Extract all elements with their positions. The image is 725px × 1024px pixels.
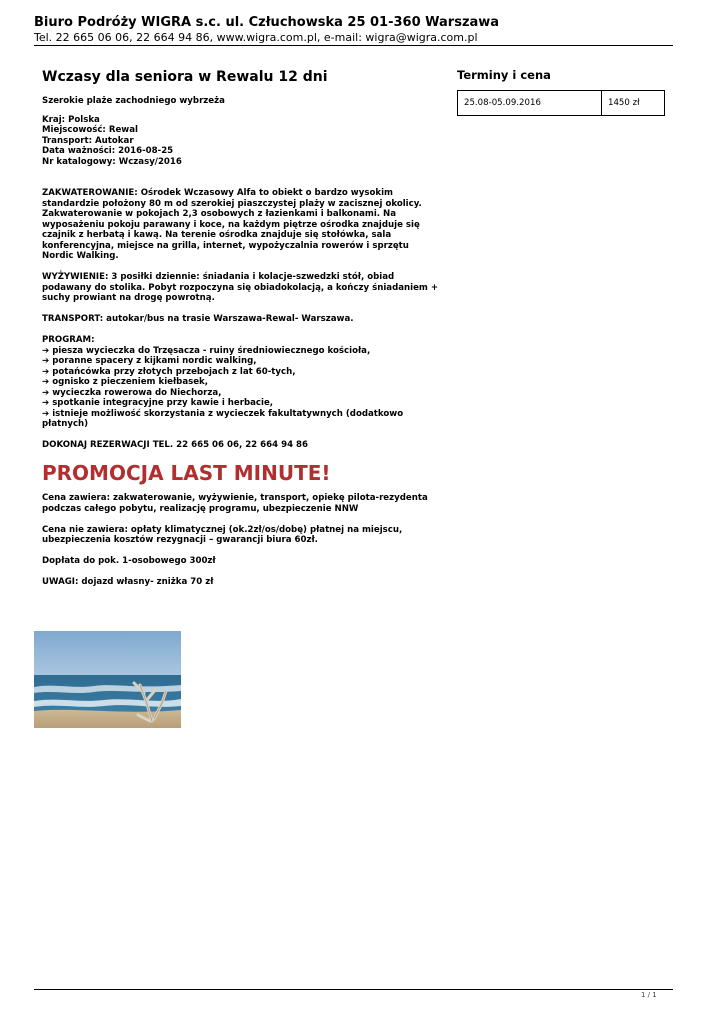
offer-details bbox=[42, 115, 442, 168]
company-name: Biuro Podróży WIGRA s.c. ul. Człuchowska 25 01-360 Warszawa bbox=[34, 15, 500, 30]
program-item: ➔ potańcówka przy złotych przebojach z lat 60-tych, bbox=[42, 366, 296, 377]
terms-heading: Terminy i cena bbox=[457, 68, 551, 82]
notes: UWAGI: dojazd własny- zniżka 70 zł bbox=[42, 577, 214, 587]
program-item: ➔ wycieczka rowerowa do Niechorza, bbox=[42, 387, 222, 398]
terms-table bbox=[457, 90, 665, 116]
program-list bbox=[42, 346, 442, 430]
beach-driftwood-photo bbox=[34, 631, 181, 728]
food-text: WYŻYWIENIE: 3 posiłki dziennie: śniadania i kolacje-szwedzki stół, obiad podawany do stolika. Pobyt rozpoczyna się obiadokolacją, a kończy śniadaniem + suchy prowiant na drogę powrotną. bbox=[42, 272, 439, 303]
term-dates: 25.08-05.09.2016 bbox=[458, 91, 602, 116]
offer-subtitle: Szerokie plaże zachodniego wybrzeża bbox=[42, 96, 225, 106]
term-price: 1450 zł bbox=[602, 91, 665, 116]
offer-content bbox=[42, 68, 442, 598]
program-item: ➔ piesza wycieczka do Trzęsacza - ruiny średniowiecznego kościoła, bbox=[42, 345, 371, 356]
page-number: 1 / 1 bbox=[641, 991, 657, 999]
booking-phone: DOKONAJ REZERWACJI TEL. 22 665 06 06, 22 664 94 86 bbox=[42, 440, 308, 450]
detail-catalog-number: Nr katalogowy: Wczasy/2016 bbox=[42, 156, 182, 167]
table-row bbox=[458, 91, 665, 116]
promo-heading: PROMOCJA LAST MINUTE! bbox=[42, 461, 331, 485]
company-contact: Tel. 22 665 06 06, 22 664 94 86, www.wigra.com.pl, e-mail: wigra@wigra.com.pl bbox=[34, 31, 478, 44]
detail-valid-date: Data ważności: 2016-08-25 bbox=[42, 146, 174, 156]
header-divider bbox=[34, 45, 673, 46]
program-item: ➔ istnieje możliwość skorzystania z wycieczek fakultatywnych (dodatkowo płatnych) bbox=[42, 408, 404, 429]
transport-text: TRANSPORT: autokar/bus na trasie Warszawa-Rewal- Warszawa. bbox=[42, 314, 354, 324]
program-item: ➔ spotkanie integracyjne przy kawie i herbacie, bbox=[42, 398, 274, 408]
page-header bbox=[34, 14, 674, 45]
program-item: ➔ poranne spacery z kijkami nordic walking, bbox=[42, 356, 257, 366]
terms-panel bbox=[457, 68, 667, 116]
detail-place: Miejscowość: Rewal bbox=[42, 125, 138, 135]
offer-title: Wczasy dla seniora w Rewalu 12 dni bbox=[42, 69, 328, 85]
price-excludes: Cena nie zawiera: opłaty klimatycznej (ok.2zł/os/dobę) płatnej na miejscu, ubezpieczenia kosztów rezygnacji – gwarancji biura 60zł. bbox=[42, 524, 403, 545]
price-includes: Cena zawiera: zakwaterowanie, wyżywienie, transport, opiekę pilota-rezydenta podczas całego pobytu, realizację programu, ubezpieczenie NNW bbox=[42, 493, 428, 514]
detail-country: Kraj: Polska bbox=[42, 114, 100, 125]
footer-divider bbox=[34, 989, 673, 990]
single-room-supplement: Dopłata do pok. 1-osobowego 300zł bbox=[42, 556, 216, 566]
program-item: ➔ ognisko z pieczeniem kiełbasek, bbox=[42, 377, 209, 387]
detail-transport: Transport: Autokar bbox=[42, 135, 134, 146]
program-title: PROGRAM: bbox=[42, 335, 95, 345]
accommodation-text: ZAKWATEROWANIE: Ośrodek Wczasowy Alfa to obiekt o bardzo wysokim standardzie położony 80 m od szerokiej piaszczystej plaży w zacisznej okolicy. Zakwaterowanie w pokojach 2,3 osobowych z łazienkami i balkonami. Na wyposażeniu pokoju parawany i koce, na każdym piętrze ośrodka znajduje się czajnik z herbatą i kawą. Na terenie ośrodka znajduje się stołówka, sala konferencyjna, miejsce na grilla, internet, wypożyczalnia rowerów i sprzętu Nordic Walking. bbox=[42, 188, 422, 261]
